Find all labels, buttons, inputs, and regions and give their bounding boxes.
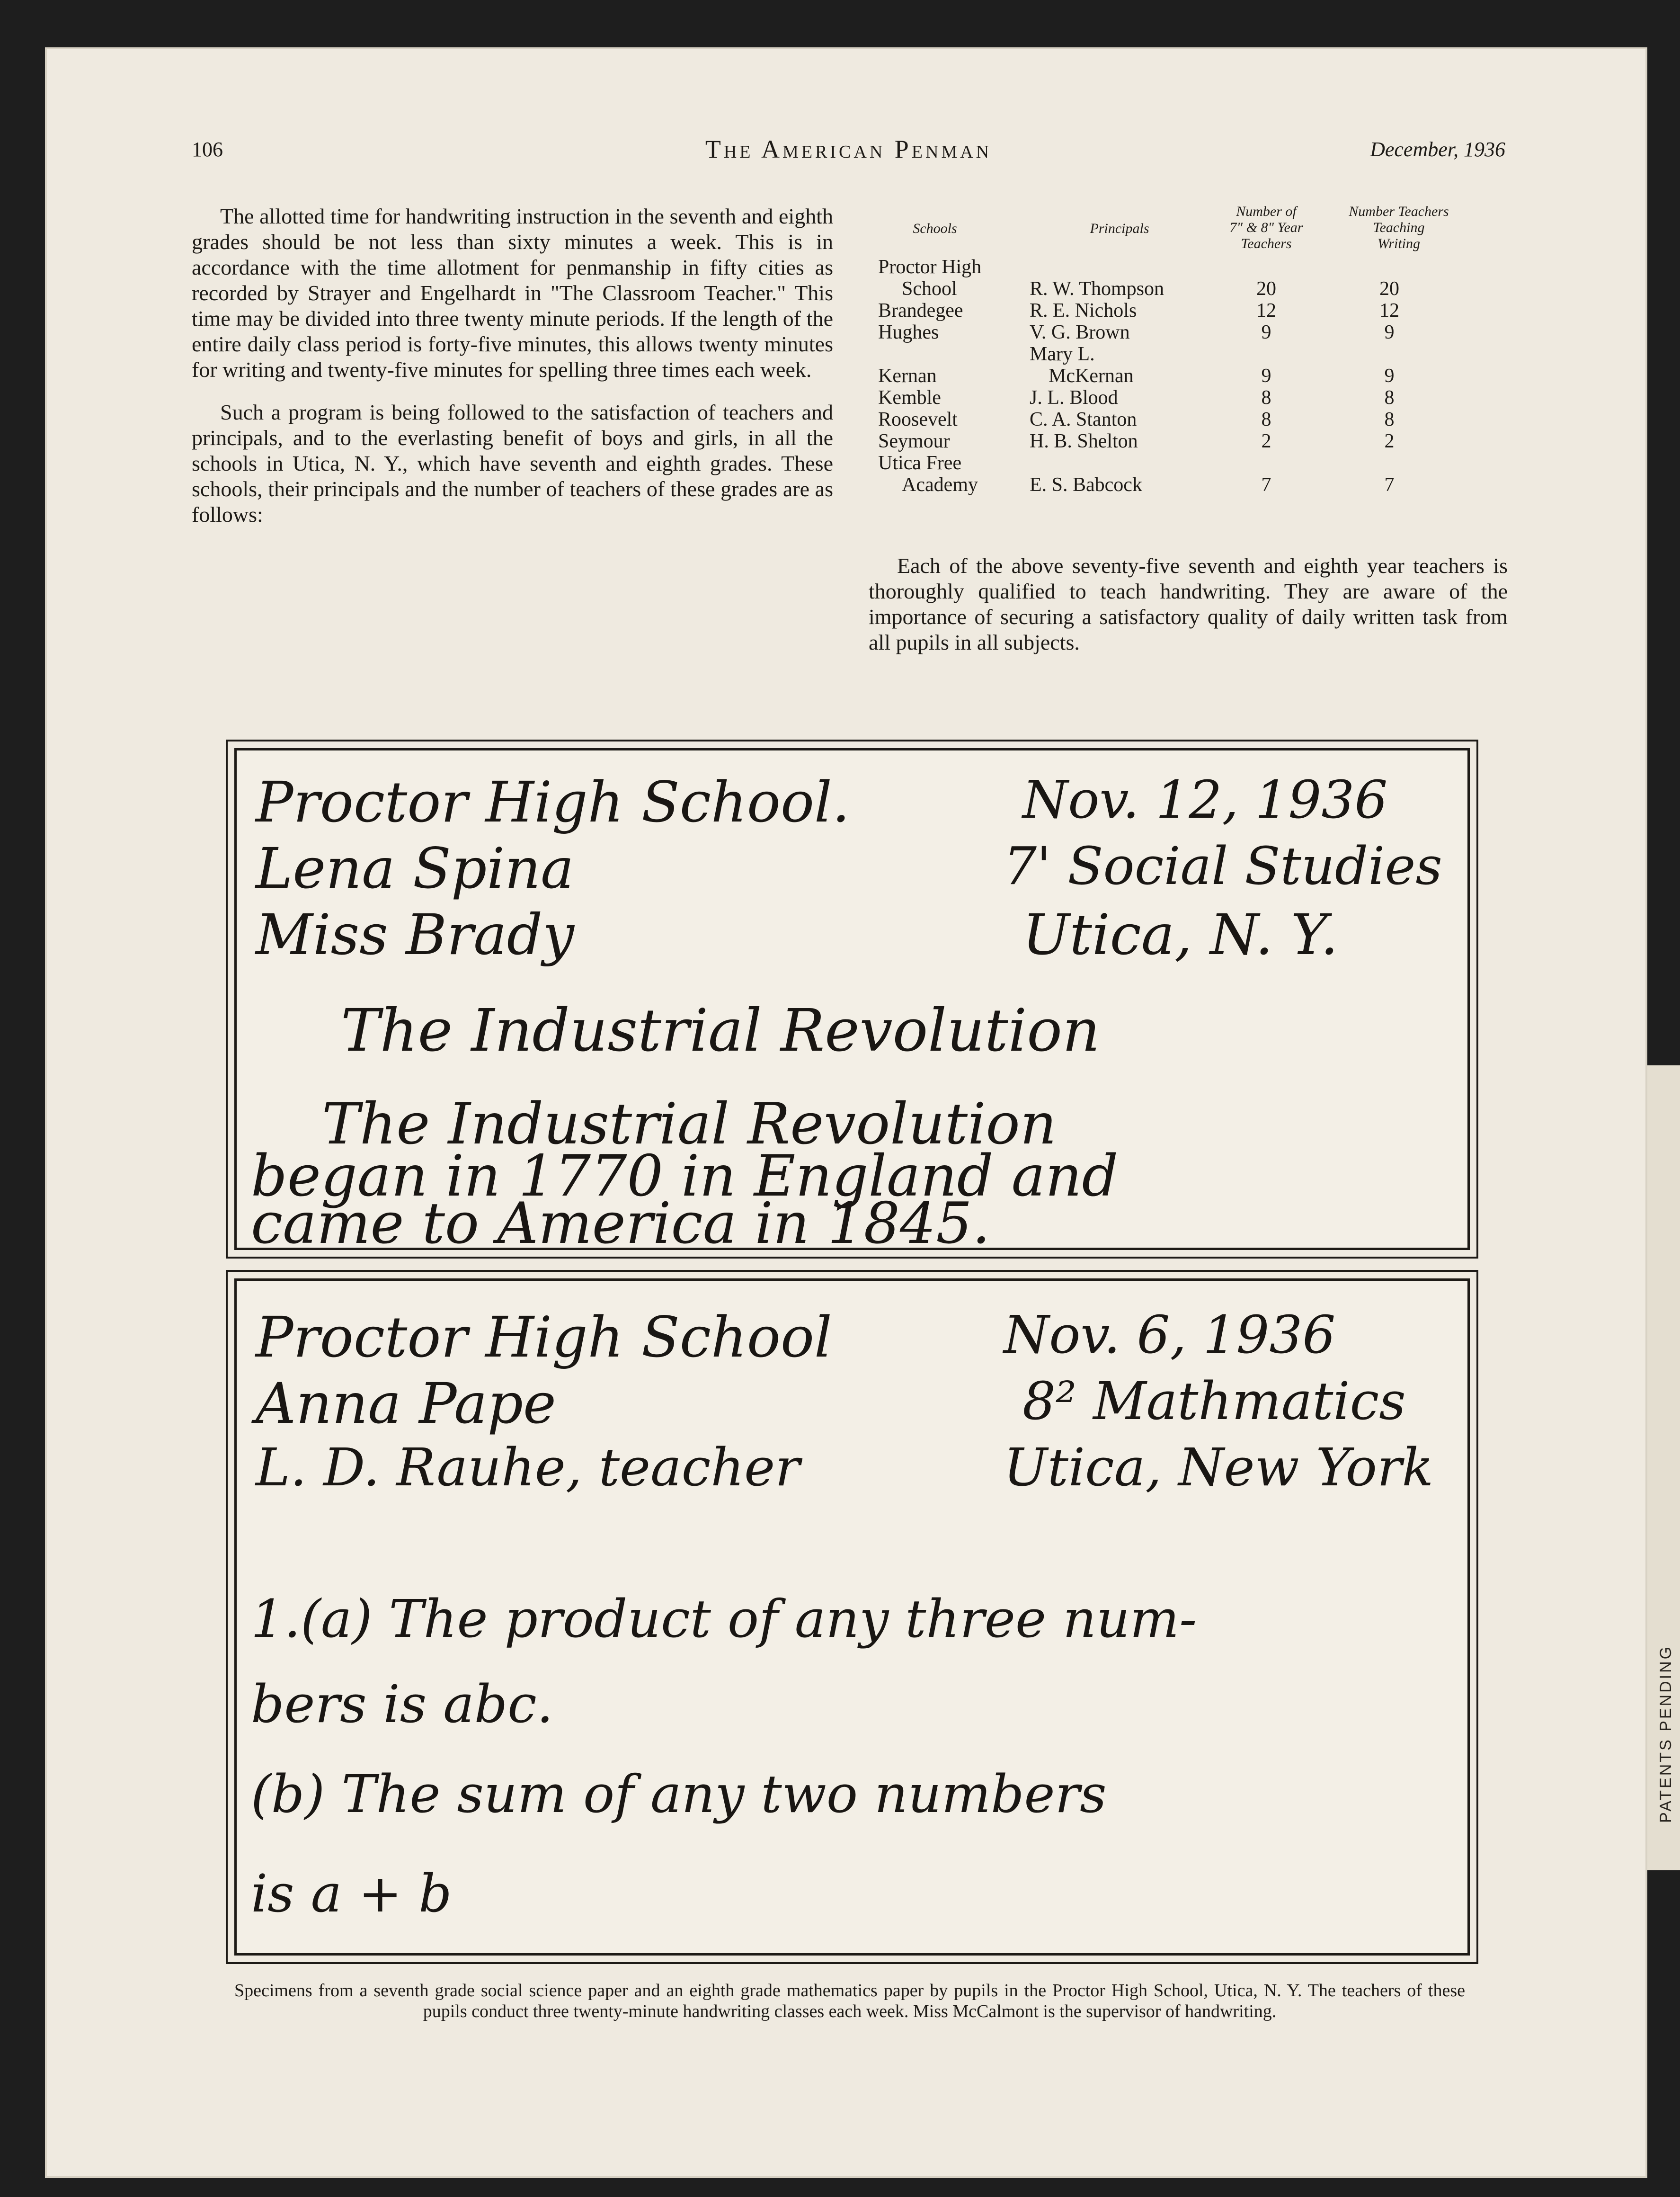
table-cell-teachers: 2: [1261, 430, 1271, 452]
specimen-line: is a + b: [251, 1863, 452, 1924]
table-cell-school: Kemble: [878, 387, 941, 409]
table-row: [878, 430, 1508, 452]
table-cell-teachers: 9: [1261, 365, 1271, 387]
table-cell-school: Seymour: [878, 430, 950, 452]
table-cell-school: School: [902, 278, 957, 300]
table-row: [878, 408, 1508, 430]
table-row: [878, 343, 1508, 365]
table-cell-principal: J. L. Blood: [1030, 387, 1118, 409]
table-body: [878, 256, 1508, 495]
table-row: [878, 299, 1508, 321]
body-paragraph: Each of the above seventy-five seventh and eighth year teachers is thoroughly qualified to teach handwriting. They are aware of the importance of securing a satisfactory quality of daily written task from all pupils in all subjects.: [869, 554, 1508, 654]
table-cell-principal: R. E. Nichols: [1030, 300, 1137, 322]
handwriting-specimen-1: [234, 748, 1470, 1257]
specimen-line: The Industrial Revolution: [322, 1091, 1057, 1157]
table-cell-teachers: 20: [1256, 278, 1276, 300]
specimen-line: began in 1770 in England and: [251, 1143, 1119, 1209]
table-cell-school: Kernan: [878, 365, 937, 387]
body-paragraph: Such a program is being followed to the satisfaction of teachers and principals, and to the everlasting benefit of boys and girls, in all the schools in Utica, N. Y., which have seventh and eighth grades. These schools, their principals and the number of teachers of these grades are as follows:: [192, 400, 833, 527]
table-header: [878, 204, 1508, 256]
issue-date: December, 1936: [1370, 138, 1505, 161]
table-cell-principal: E. S. Babcock: [1030, 474, 1142, 496]
table-cell-school: Academy: [902, 474, 978, 496]
journal-title: The American Penman: [705, 135, 992, 163]
header-writing: Number Teachers Teaching Writing: [1349, 204, 1449, 251]
left-column: [192, 204, 833, 545]
page-number: 106: [192, 138, 223, 161]
table-cell-teachers: 8: [1261, 387, 1271, 409]
table-cell-teachers: 9: [1261, 322, 1271, 343]
table-cell-writing: 9: [1384, 322, 1395, 343]
table-cell-writing: 2: [1384, 430, 1395, 452]
handwriting-specimen-2: [234, 1278, 1470, 1956]
table-cell-principal: McKernan: [1049, 365, 1134, 387]
table-cell-principal: H. B. Shelton: [1030, 430, 1138, 452]
specimen-line: 1.(a) The product of any three num-: [251, 1589, 1197, 1649]
specimen-pupil: Anna Pape: [256, 1371, 556, 1436]
specimen-city: Utica, N. Y.: [1022, 902, 1338, 967]
table-cell-school: Brandegee: [878, 300, 963, 322]
table-row: [878, 386, 1508, 408]
table-cell-writing: 12: [1379, 300, 1399, 322]
table-cell-school: Utica Free: [878, 452, 962, 474]
specimen-line: bers is abc.: [251, 1674, 553, 1734]
header-teachers: Number of 7" & 8" Year Teachers: [1229, 204, 1303, 251]
table-row: [878, 473, 1508, 495]
table-cell-teachers: 7: [1261, 474, 1271, 496]
table-cell-school: Hughes: [878, 322, 939, 343]
side-label: PATENTS PENDING: [1657, 1644, 1675, 1823]
table-cell-writing: 8: [1384, 409, 1395, 430]
specimen-subject: 8² Mathmatics: [1022, 1371, 1406, 1431]
table-cell-principal: V. G. Brown: [1030, 322, 1130, 343]
table-cell-principal: C. A. Stanton: [1030, 409, 1137, 430]
figure-caption: Specimens from a seventh grade social science paper and an eighth grade mathematics paper by pupils in the Proctor High School, Utica, N. Y. The teachers of these pupils conduct three twenty-minute handwriting classes each week. Miss McCalmont is the supervisor of handwriting.: [234, 1981, 1465, 2021]
table-cell-writing: 20: [1379, 278, 1399, 300]
specimen-school: Proctor High School.: [256, 769, 850, 835]
specimen-date: Nov. 6, 1936: [1004, 1304, 1336, 1365]
specimen-line: (b) The sum of any two numbers: [251, 1764, 1107, 1824]
table-row: [878, 365, 1508, 386]
table-cell-writing: 9: [1384, 365, 1395, 387]
specimen-date: Nov. 12, 1936: [1022, 769, 1388, 830]
body-paragraph: The allotted time for handwriting instruction in the seventh and eighth grades should be not less than sixty minutes a week. This is in accordance with the time allotment for penmanship in fifty cities as recorded by Strayer and Engelhardt in "The Classroom Teacher." This time may be divided into three twenty minute periods. If the length of the entire daily class period is forty-five minutes, this allows twenty minutes for writing and twenty-five minutes for spelling three times each week.: [192, 204, 833, 382]
table-cell-teachers: 8: [1261, 409, 1271, 430]
table-cell-writing: 7: [1384, 474, 1395, 496]
header-principals: Principals: [1090, 221, 1149, 236]
table-cell-principal: Mary L.: [1030, 343, 1095, 365]
table-row: [878, 321, 1508, 343]
specimen-city: Utica, New York: [1004, 1437, 1434, 1498]
specimen-school: Proctor High School: [256, 1304, 832, 1370]
table-row: [878, 452, 1508, 473]
table-cell-school: Roosevelt: [878, 409, 958, 430]
table-cell-teachers: 12: [1256, 300, 1276, 322]
table-cell-school: Proctor High: [878, 256, 982, 278]
specimen-title: The Industrial Revolution: [341, 997, 1100, 1065]
table-row: [878, 277, 1508, 299]
specimen-teacher: L. D. Rauhe, teacher: [256, 1437, 800, 1498]
specimen-teacher: Miss Brady: [256, 902, 574, 967]
specimen-subject: 7' Social Studies: [1004, 836, 1442, 896]
schools-table: [878, 204, 1508, 495]
table-cell-writing: 8: [1384, 387, 1395, 409]
header-schools: Schools: [913, 221, 957, 236]
table-cell-principal: R. W. Thompson: [1030, 278, 1164, 300]
table-row: [878, 256, 1508, 277]
specimen-pupil: Lena Spina: [256, 836, 574, 901]
page-header: [192, 137, 1505, 170]
specimen-line: came to America in 1845.: [251, 1191, 990, 1257]
